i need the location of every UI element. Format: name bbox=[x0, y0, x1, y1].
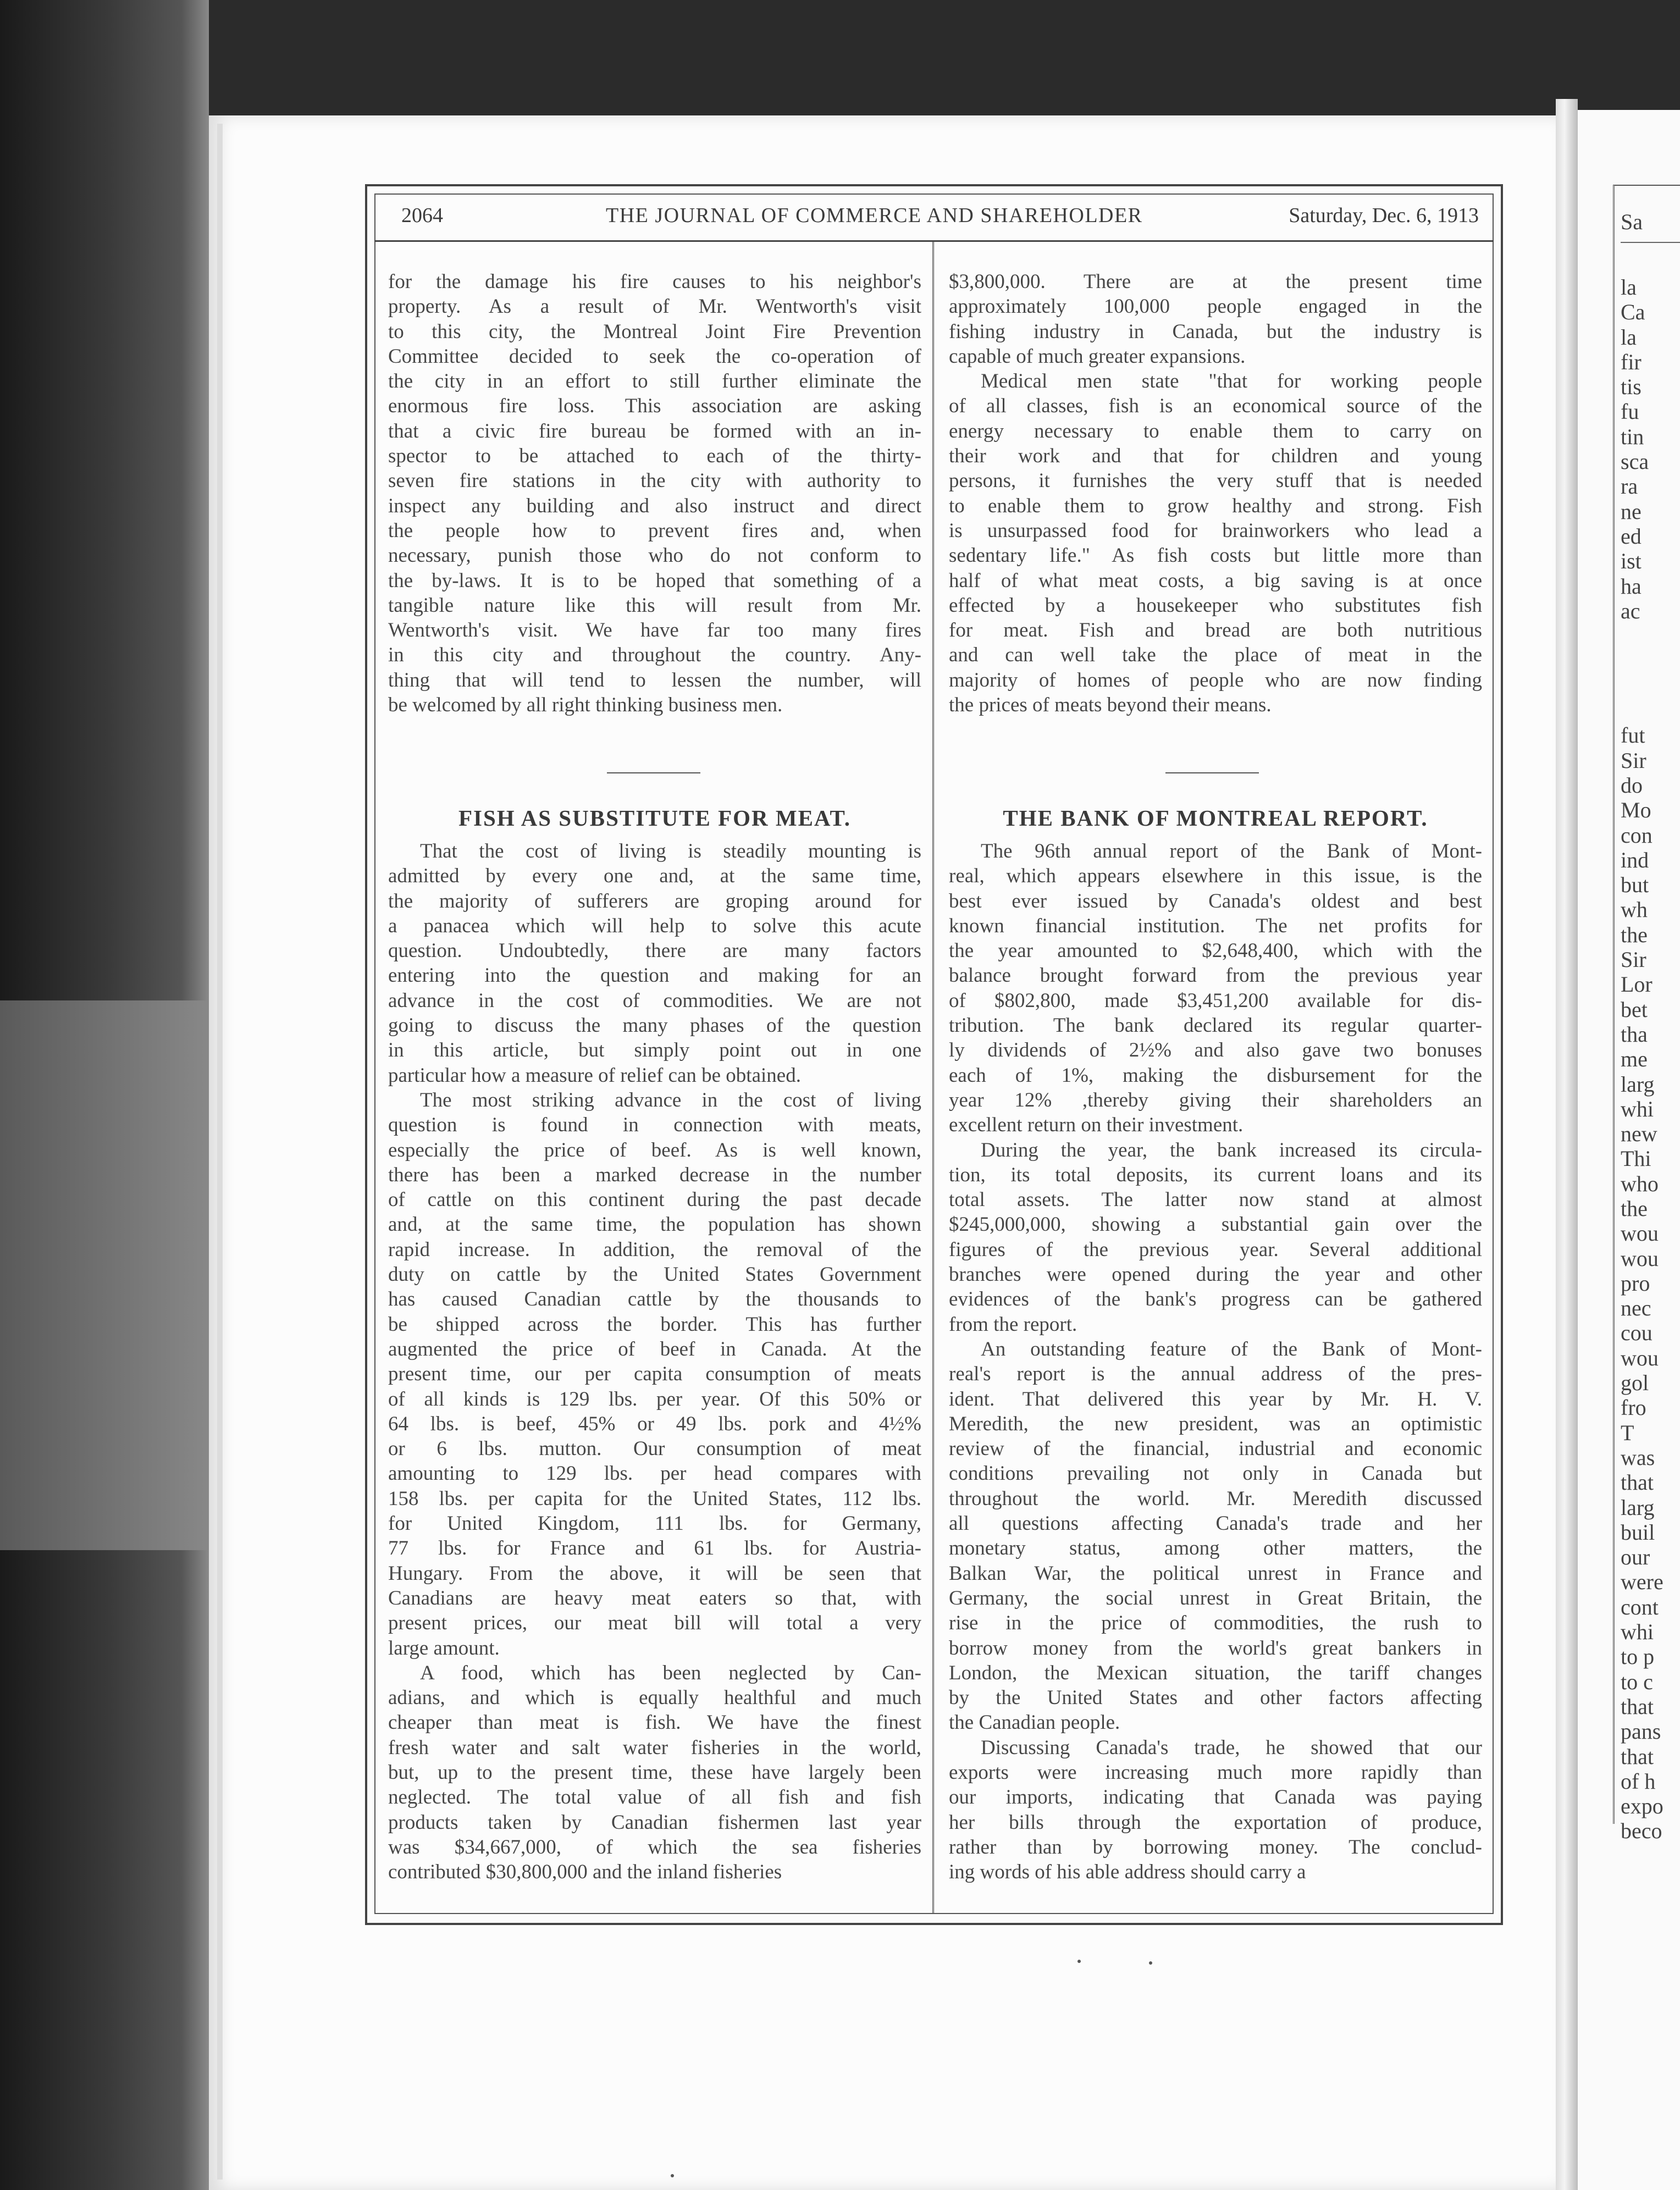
text-line: borrow money from the world's great bankers in bbox=[949, 1636, 1482, 1660]
text-line: rise in the price of commodities, the rush to bbox=[949, 1612, 1482, 1635]
text-line: rather than by borrowing money. The conclud- bbox=[949, 1835, 1482, 1859]
text-line: duty on cattle by the United States Government bbox=[388, 1263, 921, 1286]
fish-article-title: FISH AS SUBSTITUTE FOR MEAT. bbox=[458, 805, 852, 831]
facing-line-fragment bbox=[1621, 623, 1680, 648]
text-line: of $802,800, made $3,451,200 available for dis- bbox=[949, 989, 1482, 1012]
scan-speck bbox=[1077, 1960, 1081, 1963]
facing-line-fragment: larg bbox=[1621, 1495, 1655, 1520]
text-line: question. Undoubtedly, there are many factors bbox=[388, 939, 921, 963]
text-line: balance brought forward from the previous year bbox=[949, 964, 1482, 987]
text-line: known financial institution. The net profits for bbox=[949, 914, 1482, 937]
text-line: That the cost of living is steadily mounting is bbox=[420, 840, 921, 862]
facing-line-fragment: that bbox=[1621, 1470, 1654, 1495]
text-line: review of the financial, industrial and economic bbox=[949, 1437, 1482, 1461]
facing-line-fragment: to p bbox=[1621, 1644, 1655, 1669]
text-line: ident. That delivered this year by Mr. H. V. bbox=[949, 1387, 1482, 1411]
text-line: The 96th annual report of the Bank of Mont- bbox=[981, 840, 1482, 862]
facing-line-fragment: T bbox=[1621, 1420, 1634, 1445]
facing-line-fragment: la bbox=[1621, 275, 1637, 300]
facing-line-fragment: wou bbox=[1621, 1345, 1659, 1370]
text-line: London, the Mexican situation, the tariff changes bbox=[949, 1661, 1482, 1684]
text-line: branches were opened during the year and other bbox=[949, 1263, 1482, 1286]
text-line: cheaper than meat is fish. We have the finest bbox=[388, 1711, 921, 1734]
text-line: question is found in connection with meats, bbox=[388, 1114, 921, 1137]
facing-line-fragment: Ca bbox=[1621, 300, 1645, 325]
text-line: rapid increase. In addition, the removal of the bbox=[388, 1238, 921, 1261]
facing-line-fragment: tin bbox=[1621, 424, 1644, 449]
facing-line-fragment: sca bbox=[1621, 449, 1649, 474]
text-line: going to discuss the many phases of the question bbox=[388, 1014, 921, 1037]
text-line: the by-laws. It is to be hoped that something of a bbox=[388, 569, 921, 592]
facing-line-fragment: pans bbox=[1621, 1719, 1661, 1744]
text-line: majority of homes of people who are now finding bbox=[949, 668, 1482, 692]
facing-line-fragment bbox=[1621, 648, 1680, 673]
facing-line-fragment: Lor bbox=[1621, 972, 1653, 997]
book-gutter bbox=[1556, 99, 1578, 2190]
facing-line-fragment: fir bbox=[1621, 349, 1642, 374]
right-continued-text bbox=[949, 269, 1482, 717]
facing-line-fragment: ha bbox=[1621, 573, 1642, 599]
text-line: and can well take the place of meat in the bbox=[949, 644, 1482, 667]
text-line: inspect any building and also instruct and direct bbox=[388, 494, 921, 517]
text-line: evidences of the bank's progress can be gathered bbox=[949, 1288, 1482, 1311]
text-line: Meredith, the new president, was an optimistic bbox=[949, 1412, 1482, 1435]
text-line: for the damage his fire causes to his neighbor's bbox=[388, 270, 921, 293]
facing-line-fragment bbox=[1621, 698, 1680, 723]
text-line: tangible nature like this will result from Mr. bbox=[388, 594, 921, 617]
text-line: products taken by Canadian fishermen last year bbox=[388, 1811, 921, 1834]
text-line: property. As a result of Mr. Wentworth's visit bbox=[388, 295, 921, 318]
text-line: persons, it furnishes the very stuff that is needed bbox=[949, 469, 1482, 493]
facing-line-fragment: was bbox=[1621, 1445, 1655, 1470]
facing-page-text bbox=[1621, 275, 1680, 1844]
text-line: there has been a marked decrease in the number bbox=[388, 1163, 921, 1186]
facing-page-header: Sa bbox=[1621, 209, 1643, 234]
text-line: in this article, but simply point out in one bbox=[388, 1039, 921, 1062]
facing-line-fragment: that bbox=[1621, 1744, 1654, 1769]
text-line: seven fire stations in the city with authority to bbox=[388, 469, 921, 493]
facing-line-fragment: Sir bbox=[1621, 947, 1646, 972]
text-line: the prices of meats beyond their means. bbox=[949, 694, 1272, 717]
bank-article-body bbox=[949, 839, 1482, 1884]
text-line: monetary status, among other matters, the bbox=[949, 1537, 1482, 1560]
facing-line-fragment: nec bbox=[1621, 1296, 1651, 1321]
facing-line-fragment: ac bbox=[1621, 598, 1640, 623]
journal-title: THE JOURNAL OF COMMERCE AND SHAREHOLDER bbox=[606, 204, 1143, 227]
facing-line-fragment: beco bbox=[1621, 1818, 1662, 1844]
text-line: Hungary. From the above, it will be seen that bbox=[388, 1562, 921, 1585]
facing-line-fragment: whi bbox=[1621, 1619, 1654, 1645]
text-line: but, up to the present time, these have largely been bbox=[388, 1761, 921, 1784]
text-line: enormous fire loss. This association are asking bbox=[388, 395, 921, 418]
facing-line-fragment: ed bbox=[1621, 523, 1642, 549]
facing-line-fragment: of h bbox=[1621, 1768, 1656, 1794]
facing-line-fragment: pro bbox=[1621, 1270, 1650, 1296]
text-line: Germany, the social unrest in Great Britain, the bbox=[949, 1586, 1482, 1610]
text-line: each of 1%, making the disbursement for the bbox=[949, 1064, 1482, 1087]
facing-line-fragment: the bbox=[1621, 1196, 1648, 1221]
text-line: fresh water and salt water fisheries in the world, bbox=[388, 1736, 921, 1759]
text-line: all questions affecting Canada's trade and her bbox=[949, 1512, 1482, 1535]
text-line: particular how a measure of relief can be obtained. bbox=[388, 1064, 801, 1087]
text-line: was $34,667,000, of which the sea fisheries bbox=[388, 1835, 921, 1859]
text-line: or 6 lbs. mutton. Our consumption of meat bbox=[388, 1437, 921, 1461]
facing-line-fragment: fro bbox=[1621, 1395, 1646, 1420]
text-line: $3,800,000. There are at the present time bbox=[949, 270, 1482, 293]
text-line: exports were increasing much more rapidly than bbox=[949, 1761, 1482, 1784]
text-line: fishing industry in Canada, but the industry is bbox=[949, 320, 1482, 343]
text-line: energy necessary to enable them to carry on bbox=[949, 419, 1482, 443]
text-line: a panacea which will help to solve this acute bbox=[388, 914, 921, 937]
text-line: year 12% ,thereby giving their shareholders an bbox=[949, 1088, 1482, 1111]
facing-line-fragment: fu bbox=[1621, 399, 1639, 424]
text-line: entering into the question and making for an bbox=[388, 964, 921, 987]
text-line: half of what meat costs, a big saving is at once bbox=[949, 569, 1482, 592]
text-line: ing words of his able address should carry a bbox=[949, 1861, 1306, 1884]
page-edge bbox=[217, 124, 223, 2180]
text-line: An outstanding feature of the Bank of Mont- bbox=[981, 1337, 1482, 1361]
facing-line-fragment: tis bbox=[1621, 374, 1642, 400]
text-line: the year amounted to $2,648,400, which with the bbox=[949, 939, 1482, 963]
facing-line-fragment: larg bbox=[1621, 1071, 1655, 1097]
text-line: for meat. Fish and bread are both nutritious bbox=[949, 619, 1482, 642]
text-line: has caused Canadian cattle by the thousands to bbox=[388, 1288, 921, 1311]
facing-line-fragment: ra bbox=[1621, 474, 1638, 499]
left-continued-text bbox=[388, 269, 921, 717]
facing-line-fragment: fut bbox=[1621, 723, 1645, 748]
text-line: amounting to 129 lbs. per head compares with bbox=[388, 1462, 921, 1485]
facing-line-fragment: Thi bbox=[1621, 1146, 1651, 1171]
facing-line-fragment: tha bbox=[1621, 1021, 1648, 1047]
facing-line-fragment: con bbox=[1621, 822, 1653, 848]
facing-line-fragment: wh bbox=[1621, 897, 1648, 922]
text-line: advance in the cost of commodities. We are not bbox=[388, 989, 921, 1012]
facing-line-fragment: to c bbox=[1621, 1669, 1653, 1694]
facing-line-fragment: ne bbox=[1621, 499, 1642, 524]
text-line: to enable them to grow healthy and strong. Fish bbox=[949, 494, 1482, 517]
text-line: the majority of sufferers are groping around for bbox=[388, 889, 921, 912]
left-separator-rule bbox=[607, 772, 700, 773]
scan-speck bbox=[1149, 1961, 1152, 1965]
text-line: The most striking advance in the cost of living bbox=[420, 1088, 921, 1111]
text-line: admitted by every one and, at the same time, bbox=[388, 865, 921, 888]
text-line: sedentary life." As fish costs but little more than bbox=[949, 544, 1482, 567]
facing-line-fragment: buil bbox=[1621, 1519, 1655, 1545]
text-line: best ever issued by Canada's oldest and best bbox=[949, 889, 1482, 912]
scan-speck bbox=[671, 2174, 674, 2177]
text-line: Canadians are heavy meat eaters so that, with bbox=[388, 1586, 921, 1610]
text-line: for United Kingdom, 111 lbs. for Germany, bbox=[388, 1512, 921, 1535]
text-line: A food, which has been neglected by Can- bbox=[420, 1661, 921, 1684]
text-line: conditions prevailing not only in Canada but bbox=[949, 1462, 1482, 1485]
text-line: excellent return on their investment. bbox=[949, 1114, 1244, 1137]
right-separator-rule bbox=[1165, 772, 1259, 773]
bank-article-title: THE BANK OF MONTREAL REPORT. bbox=[1003, 805, 1428, 831]
text-line: Committee decided to seek the co-operation of bbox=[388, 345, 921, 368]
text-line: adians, and which is equally healthful and much bbox=[388, 1686, 921, 1710]
facing-line-fragment: cou bbox=[1621, 1320, 1653, 1346]
text-line: approximately 100,000 people engaged in the bbox=[949, 295, 1482, 318]
text-line: present time, our per capita consumption of meats bbox=[388, 1363, 921, 1386]
facing-line-fragment: whi bbox=[1621, 1096, 1654, 1121]
facing-line-fragment: who bbox=[1621, 1171, 1659, 1196]
facing-line-fragment: me bbox=[1621, 1047, 1648, 1072]
facing-line-fragment: expo bbox=[1621, 1794, 1664, 1819]
facing-line-fragment: new bbox=[1621, 1121, 1657, 1147]
text-line: be welcomed by all right thinking business men. bbox=[388, 694, 783, 717]
text-line: thing that will tend to lessen the number, will bbox=[388, 668, 921, 692]
text-line: 158 lbs. per capita for the United States, 112 lbs. bbox=[388, 1487, 921, 1510]
text-line: tion, its total deposits, its current loans and its bbox=[949, 1163, 1482, 1186]
text-line: spector to be attached to each of the thirty- bbox=[388, 445, 921, 468]
text-line: 77 lbs. for France and 61 lbs. for Austria- bbox=[388, 1537, 921, 1560]
page-number: 2064 bbox=[401, 204, 443, 227]
text-line: of all classes, fish is an economical source of the bbox=[949, 395, 1482, 418]
text-line: tribution. The bank declared its regular quarter- bbox=[949, 1014, 1482, 1037]
text-line: from the report. bbox=[949, 1313, 1077, 1336]
text-line: Balkan War, the political unrest in France and bbox=[949, 1562, 1482, 1585]
facing-page-header-rule bbox=[1621, 242, 1680, 243]
facing-line-fragment: ist bbox=[1621, 549, 1642, 574]
facing-page bbox=[1578, 110, 1680, 2190]
text-line: Medical men state "that for working people bbox=[981, 370, 1482, 393]
fish-article-body bbox=[388, 839, 921, 1884]
text-line: present prices, our meat bill will total a very bbox=[388, 1612, 921, 1635]
text-line: large amount. bbox=[388, 1636, 500, 1660]
facing-line-fragment: ind bbox=[1621, 847, 1649, 872]
column-rule bbox=[932, 242, 934, 1913]
text-line: necessary, punish those who do not conform to bbox=[388, 544, 921, 567]
text-line: the city in an effort to still further eliminate the bbox=[388, 370, 921, 393]
facing-line-fragment: gol bbox=[1621, 1370, 1649, 1396]
text-line: effected by a housekeeper who substitutes fish bbox=[949, 594, 1482, 617]
facing-line-fragment bbox=[1621, 673, 1680, 698]
text-line: Discussing Canada's trade, he showed that our bbox=[981, 1736, 1482, 1759]
facing-line-fragment: do bbox=[1621, 772, 1643, 798]
text-line: especially the price of beef. As is well known, bbox=[388, 1138, 921, 1162]
right-article bbox=[949, 806, 1482, 1884]
text-line: contributed $30,800,000 and the inland fisheries bbox=[388, 1861, 782, 1884]
facing-line-fragment: but bbox=[1621, 872, 1649, 898]
text-line: by the United States and other factors affecting bbox=[949, 1686, 1482, 1710]
scanner-band bbox=[0, 1000, 209, 1550]
text-line: in this city and throughout the country. Any- bbox=[388, 644, 921, 667]
header-rule bbox=[374, 240, 1494, 242]
text-line: our imports, indicating that Canada was paying bbox=[949, 1786, 1482, 1809]
text-line: the people how to prevent fires and, when bbox=[388, 519, 921, 542]
scanner-background bbox=[0, 0, 209, 2190]
text-line: and, at the same time, the population has shown bbox=[388, 1213, 921, 1236]
issue-date: Saturday, Dec. 6, 1913 bbox=[1289, 204, 1479, 227]
text-line: ly dividends of 2½% and also gave two bonuses bbox=[949, 1039, 1482, 1062]
facing-line-fragment: bet bbox=[1621, 997, 1648, 1022]
text-line: total assets. The latter now stand at almost bbox=[949, 1188, 1482, 1212]
text-line: real, which appears elsewhere in this issue, is the bbox=[949, 865, 1482, 888]
left-article bbox=[388, 806, 921, 1884]
text-line: their work and that for children and young bbox=[949, 445, 1482, 468]
text-line: figures of the previous year. Several additional bbox=[949, 1238, 1482, 1261]
text-line: During the year, the bank increased its circula- bbox=[981, 1138, 1482, 1162]
text-line: capable of much greater expansions. bbox=[949, 345, 1246, 368]
text-line: that a civic fire bureau be formed with an in- bbox=[388, 419, 921, 443]
running-header bbox=[401, 203, 1479, 236]
text-line: of cattle on this continent during the past decade bbox=[388, 1188, 921, 1212]
facing-line-fragment: wou bbox=[1621, 1221, 1659, 1246]
text-line: real's report is the annual address of the pres- bbox=[949, 1363, 1482, 1386]
facing-line-fragment: were bbox=[1621, 1569, 1664, 1595]
text-line: her bills through the exportation of produce, bbox=[949, 1811, 1482, 1834]
text-line: neglected. The total value of all fish and fish bbox=[388, 1786, 921, 1809]
text-line: 64 lbs. is beef, 45% or 49 lbs. pork and 4½% bbox=[388, 1412, 921, 1435]
text-line: is unsurpassed food for brainworkers who lead a bbox=[949, 519, 1482, 542]
facing-line-fragment: la bbox=[1621, 324, 1637, 350]
text-line: the Canadian people. bbox=[949, 1711, 1120, 1734]
text-line: be shipped across the border. This has further bbox=[388, 1313, 921, 1336]
facing-line-fragment: cont bbox=[1621, 1594, 1659, 1619]
text-line: throughout the world. Mr. Meredith discussed bbox=[949, 1487, 1482, 1510]
facing-line-fragment: wou bbox=[1621, 1246, 1659, 1271]
facing-line-fragment: that bbox=[1621, 1694, 1654, 1719]
facing-line-fragment: Mo bbox=[1621, 798, 1651, 823]
text-line: $245,000,000, showing a substantial gain over the bbox=[949, 1213, 1482, 1236]
text-line: of all kinds is 129 lbs. per year. Of this 50% or bbox=[388, 1387, 921, 1411]
facing-line-fragment: the bbox=[1621, 922, 1648, 947]
facing-line-fragment: Sir bbox=[1621, 748, 1646, 773]
text-line: augmented the price of beef in Canada. At the bbox=[388, 1337, 921, 1361]
text-line: to this city, the Montreal Joint Fire Prevention bbox=[388, 320, 921, 343]
facing-line-fragment: our bbox=[1621, 1545, 1650, 1570]
text-line: Wentworth's visit. We have far too many fires bbox=[388, 619, 921, 642]
